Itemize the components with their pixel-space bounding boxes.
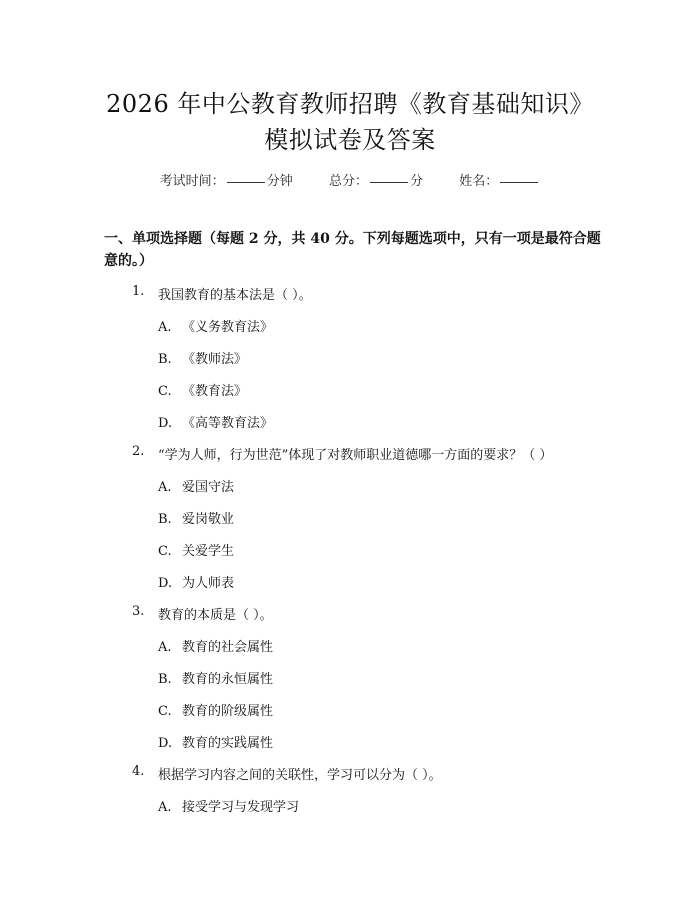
option-text: 教育的社会属性 — [182, 640, 274, 655]
option-text: 《高等教育法》 — [182, 416, 274, 431]
option-1b — [158, 348, 247, 367]
question-text: 教育的本质是（ ）。 — [158, 608, 273, 623]
option-letter: D. — [158, 416, 173, 431]
question-text: “学为人师，行为世范”体现了对教师职业道德哪一方面的要求？（ ） — [158, 448, 553, 463]
score-label: 总分： — [328, 174, 368, 189]
option-2a — [158, 476, 234, 495]
option-letter: C. — [158, 544, 172, 559]
option-text: 爱岗敬业 — [182, 512, 235, 527]
option-text: 教育的阶级属性 — [182, 704, 274, 719]
option-2b — [158, 508, 234, 527]
question-text: 我国教育的基本法是（ ）。 — [158, 288, 312, 303]
option-text: 为人师表 — [182, 576, 235, 591]
time-blank — [227, 182, 265, 183]
option-text: 关爱学生 — [182, 544, 235, 559]
option-2c — [158, 540, 234, 559]
option-3d — [158, 732, 273, 751]
option-letter: D. — [158, 736, 173, 751]
option-1a — [158, 316, 273, 335]
option-3c — [158, 700, 273, 719]
question-number: 4. — [132, 764, 145, 779]
option-text: 教育的实践属性 — [182, 736, 274, 751]
option-text: 接受学习与发现学习 — [182, 800, 300, 815]
option-letter: A. — [158, 640, 172, 655]
question-number: 1. — [132, 284, 145, 299]
time-unit: 分钟 — [266, 174, 293, 189]
option-letter: B. — [158, 672, 172, 687]
score-blank — [370, 182, 408, 183]
exam-title-line2: 模拟试卷及答案 — [264, 126, 436, 154]
name-blank — [500, 182, 538, 183]
option-letter: C. — [158, 384, 172, 399]
option-letter: D. — [158, 576, 173, 591]
option-2d — [158, 572, 234, 591]
section-heading: 一、单项选择题（每题 2 分，共 40 分。下列每题选项中，只有一项是最符合题意的。） — [104, 231, 601, 269]
option-1c — [158, 380, 247, 399]
option-text: 教育的永恒属性 — [182, 672, 274, 687]
option-text: 《教师法》 — [182, 352, 248, 367]
option-1d — [158, 412, 273, 431]
option-letter: B. — [158, 352, 172, 367]
option-letter: A. — [158, 320, 172, 335]
time-label: 考试时间： — [159, 174, 225, 189]
exam-meta-line — [0, 170, 700, 189]
option-3a — [158, 636, 273, 655]
option-text: 《义务教育法》 — [182, 320, 274, 335]
option-letter: C. — [158, 704, 172, 719]
question-number: 2. — [132, 444, 145, 459]
question-text: 根据学习内容之间的关联性，学习可以分为（ ）。 — [158, 768, 442, 783]
option-letter: A. — [158, 480, 172, 495]
option-4a — [158, 796, 299, 815]
exam-title-line1: 2026 年中公教育教师招聘《教育基础知识》 — [106, 90, 594, 118]
option-text: 爱国守法 — [182, 480, 235, 495]
option-text: 《教育法》 — [182, 384, 248, 399]
question-number: 3. — [132, 604, 145, 619]
score-unit: 分 — [410, 174, 424, 189]
name-label: 姓名： — [459, 174, 499, 189]
option-letter: B. — [158, 512, 172, 527]
option-3b — [158, 668, 273, 687]
option-letter: A. — [158, 800, 172, 815]
